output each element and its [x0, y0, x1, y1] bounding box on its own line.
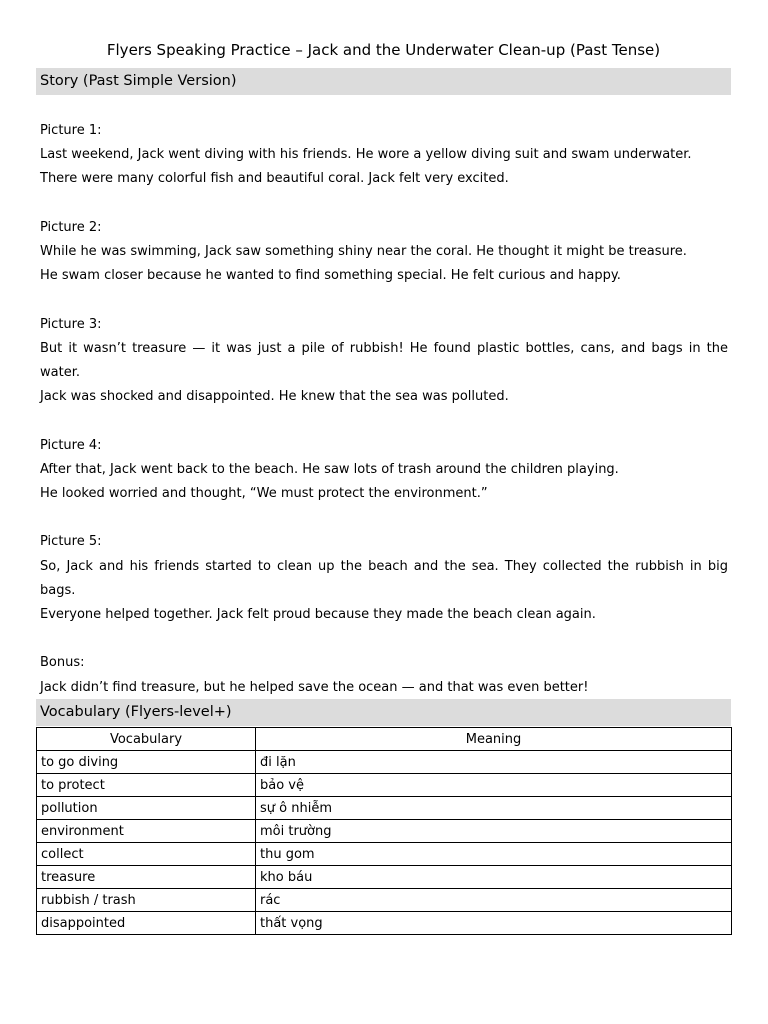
story-line: Last weekend, Jack went diving with his friends. He wore a yellow diving suit and swam underwater.: [40, 147, 692, 163]
vocabulary-cell: rubbish / trash: [37, 889, 256, 912]
bonus-label: Bonus:: [40, 655, 85, 671]
meaning-cell: sự ô nhiễm: [256, 797, 732, 820]
story-line: Jack was shocked and disappointed. He knew that the sea was polluted.: [40, 389, 509, 405]
story-line: There were many colorful fish and beautiful coral. Jack felt very excited.: [40, 171, 509, 187]
vocabulary-cell: collect: [37, 843, 256, 866]
picture-label: Picture 1:: [40, 123, 102, 138]
table-row: [37, 751, 732, 774]
table-row: [37, 774, 732, 797]
table-header-row: [37, 728, 732, 751]
story-line: After that, Jack went back to the beach. He saw lots of trash around the children playing.: [40, 461, 619, 477]
column-header-meaning: Meaning: [256, 728, 732, 751]
table-row: [37, 912, 732, 935]
story-line: But it wasn’t treasure — it was just a pile of rubbish! He found plastic bottles, cans, and bags in the water.: [40, 340, 728, 380]
picture-label: Picture 5:: [40, 534, 102, 550]
story-body: [40, 119, 728, 700]
vocabulary-cell: treasure: [37, 866, 256, 889]
meaning-cell: môi trường: [256, 820, 732, 843]
vocabulary-cell: to protect: [37, 774, 256, 797]
meaning-cell: thất vọng: [256, 912, 732, 935]
vocabulary-cell: to go diving: [37, 751, 256, 774]
story-line: He swam closer because he wanted to find something special. He felt curious and happy.: [40, 268, 621, 284]
picture-label: Picture 3:: [40, 316, 102, 332]
vocabulary-table: [36, 727, 732, 935]
column-header-vocabulary: Vocabulary: [37, 728, 256, 751]
table-row: [37, 889, 732, 912]
picture-label: Picture 4:: [40, 437, 102, 453]
meaning-cell: bảo vệ: [256, 774, 732, 797]
vocabulary-cell: pollution: [37, 797, 256, 820]
vocabulary-cell: disappointed: [37, 912, 256, 935]
meaning-cell: rác: [256, 889, 732, 912]
story-line: Jack didn’t find treasure, but he helped save the ocean — and that was even better!: [40, 679, 589, 695]
table-row: [37, 866, 732, 889]
vocabulary-cell: environment: [37, 820, 256, 843]
table-row: [37, 843, 732, 866]
table-row: [37, 820, 732, 843]
vocabulary-section-heading: Vocabulary (Flyers-level+): [36, 699, 731, 726]
meaning-cell: thu gom: [256, 843, 732, 866]
story-line: So, Jack and his friends started to clean up the beach and the sea. They collected the rubbish in big bags.: [40, 558, 728, 598]
table-row: [37, 797, 732, 820]
story-section-heading: Story (Past Simple Version): [36, 68, 731, 95]
document-title: Flyers Speaking Practice – Jack and the Underwater Clean-up (Past Tense): [106, 41, 661, 59]
picture-label: Picture 2:: [40, 219, 102, 235]
meaning-cell: kho báu: [256, 866, 732, 889]
story-line: Everyone helped together. Jack felt proud because they made the beach clean again.: [40, 607, 596, 622]
story-line: He looked worried and thought, “We must protect the environment.”: [40, 486, 488, 501]
story-line: While he was swimming, Jack saw something shiny near the coral. He thought it might be treasure.: [40, 244, 687, 259]
meaning-cell: đi lặn: [256, 751, 732, 774]
